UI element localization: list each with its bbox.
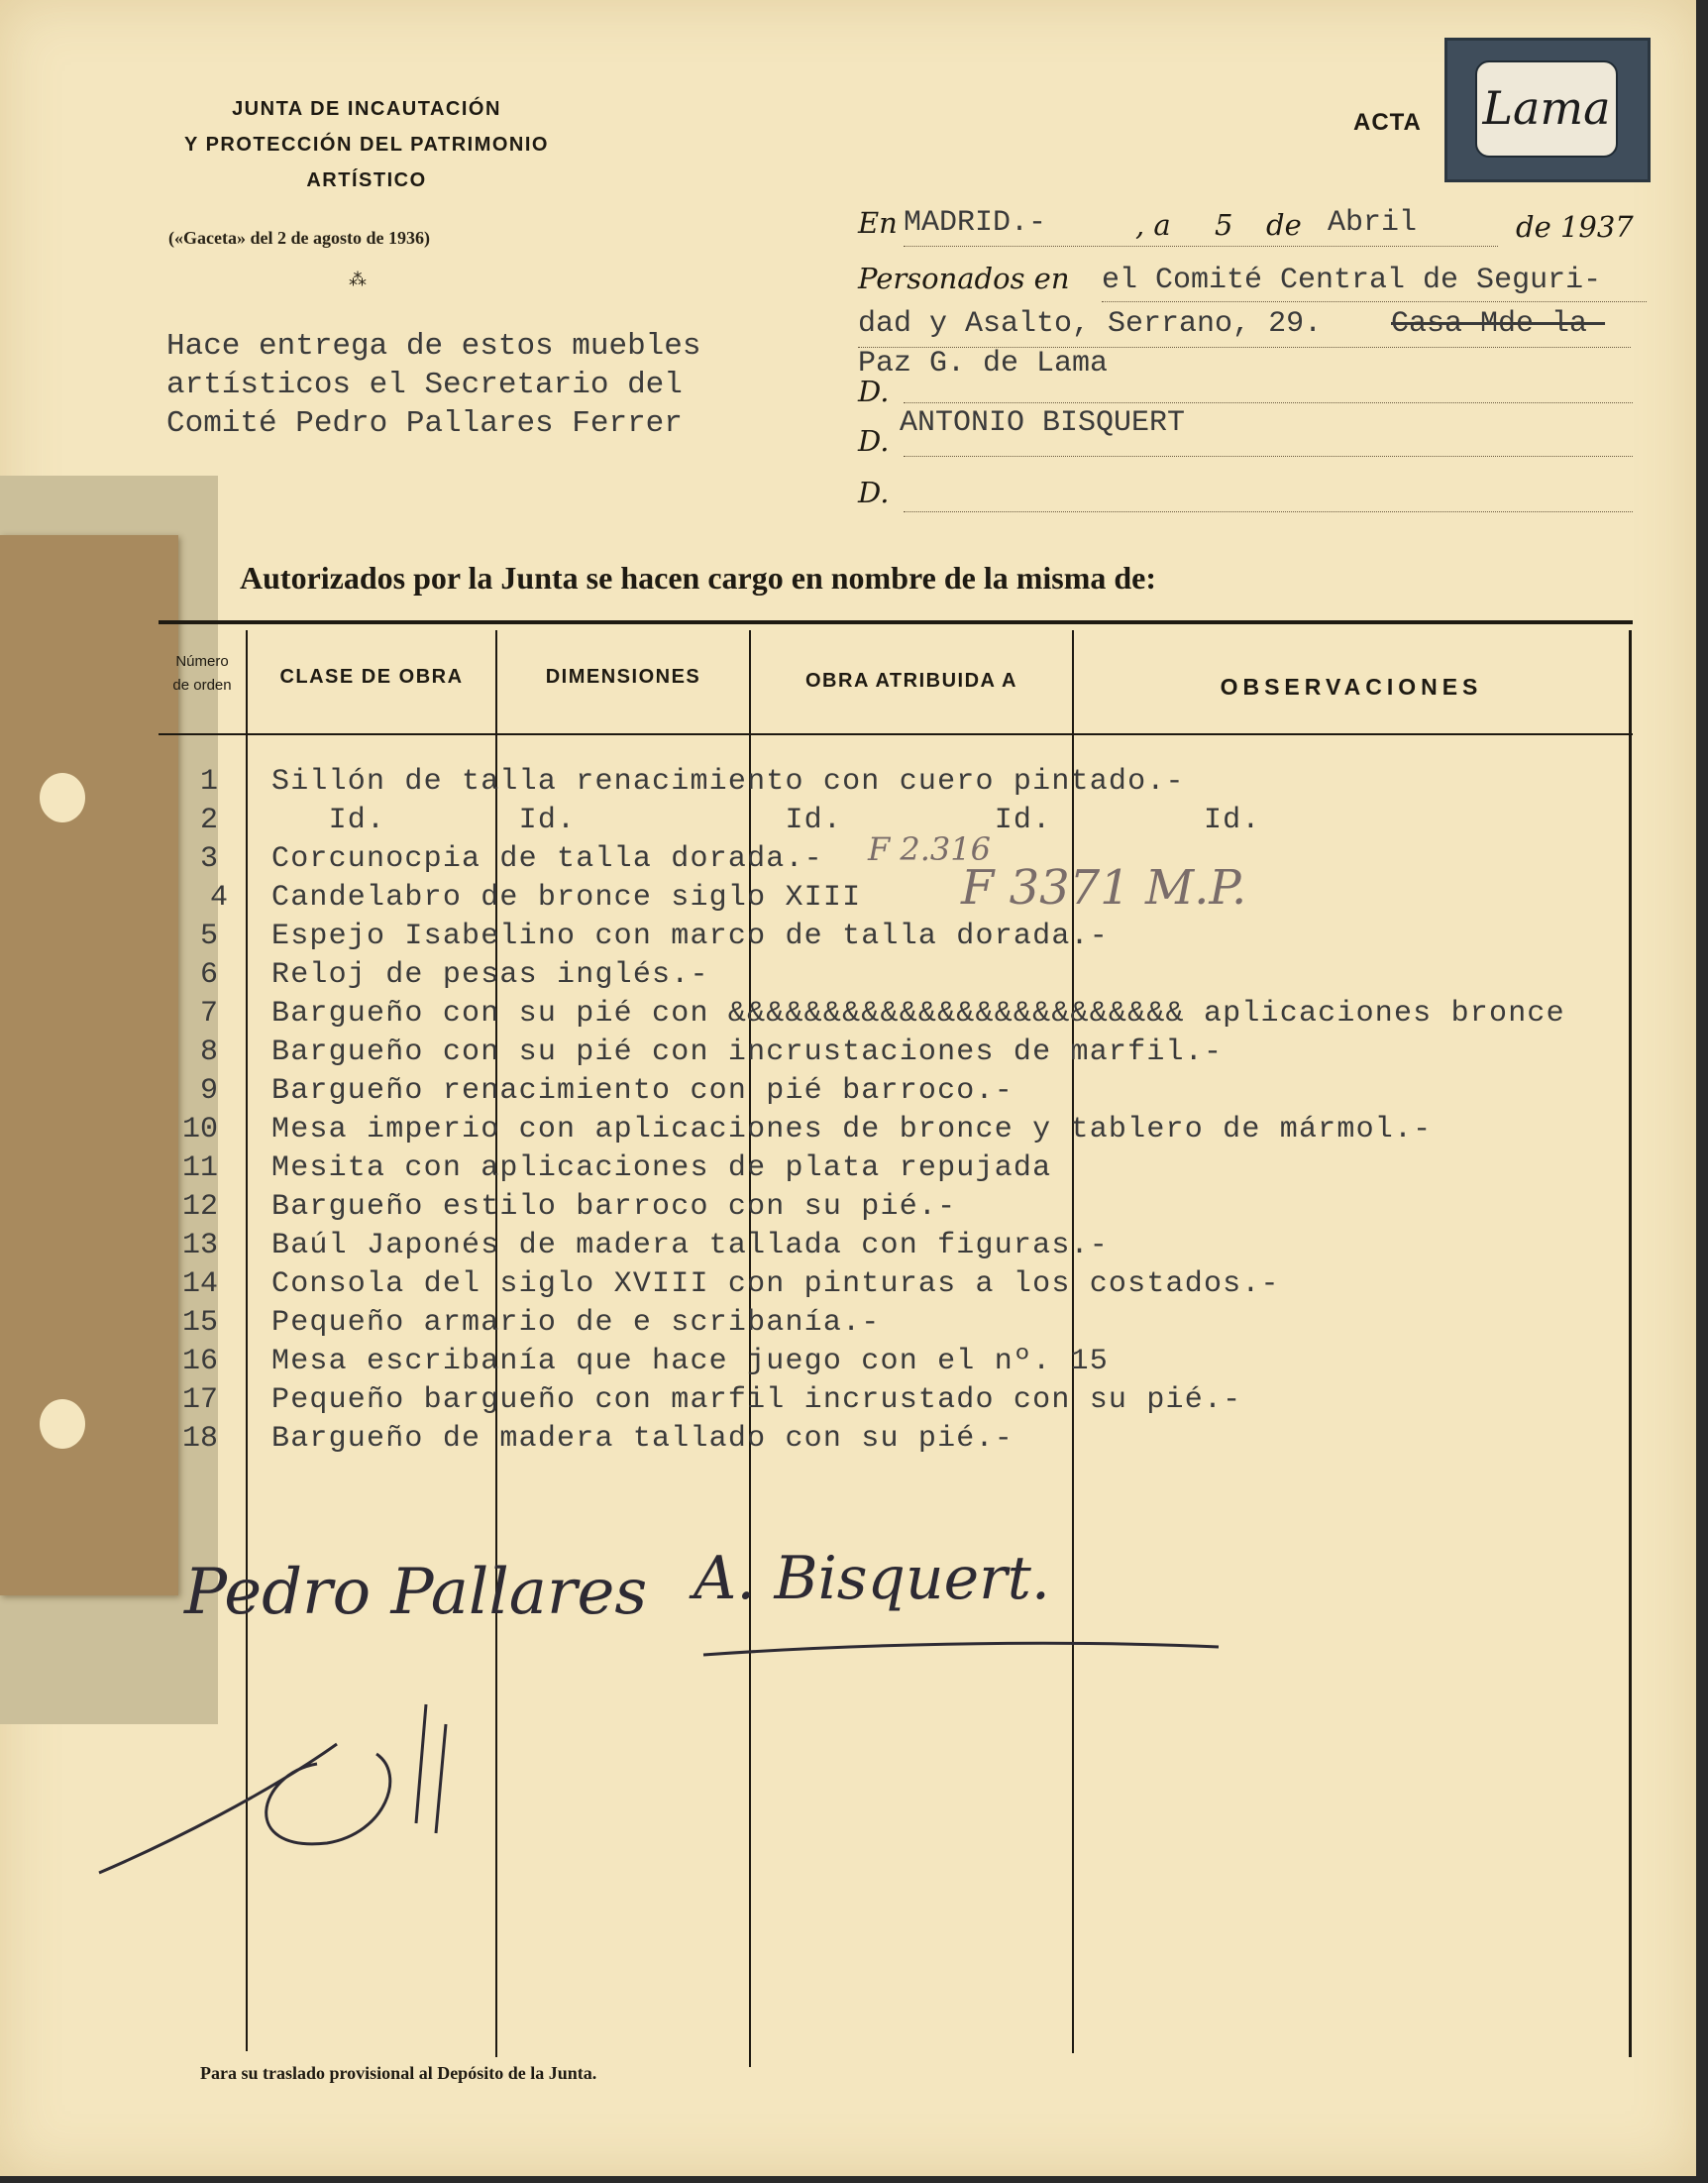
d3-label: D. [858, 476, 890, 509]
signature-flourish-icon [89, 1685, 505, 1903]
location-line-1: el Comité Central de Seguri- [1102, 264, 1602, 297]
en-label: En [858, 206, 898, 240]
row-number: 13 [181, 1229, 218, 1262]
signature-underline-icon [694, 1625, 1228, 1665]
row-description: Bargueño de madera tallado con su pié.- [271, 1422, 1014, 1456]
row-description: Mesa escribanía que hace juego con el nº. 15 [271, 1345, 1109, 1378]
row-description: Bargueño estilo barroco con su pié.- [271, 1190, 957, 1224]
acta-label: ACTA [1353, 109, 1422, 136]
agency-line-2: Y PROTECCIÓN DEL PATRIMONIO [184, 134, 549, 156]
row-number: 2 [199, 804, 218, 837]
row-number: 18 [181, 1422, 218, 1456]
row-number: 1 [199, 765, 218, 799]
location-line-2: dad y Asalto, Serrano, 29. [858, 307, 1323, 341]
column-header-numero [159, 650, 246, 698]
table-header-rule [159, 733, 1633, 735]
delivery-note [166, 327, 701, 443]
row-description: Id. Id. Id. Id. Id. [271, 804, 1261, 837]
signature-pallares: Pedro Pallares [184, 1556, 648, 1629]
d3-dotted-line [904, 511, 1633, 512]
delivery-line-3: Comité Pedro Pallares Ferrer [166, 406, 683, 441]
row-number: 10 [181, 1113, 218, 1146]
de-label: de [1266, 208, 1302, 242]
day-value: 5 [1215, 208, 1233, 242]
d1-dotted-line [904, 402, 1633, 403]
row-description: Sillón de talla renacimiento con cuero pintado.- [271, 765, 1185, 799]
d2-value: ANTONIO BISQUERT [900, 406, 1186, 440]
row-description: Mesita con aplicaciones de plata repujada [271, 1151, 1052, 1185]
location-dotted-line [1102, 301, 1647, 302]
acta-stamp [1444, 38, 1651, 182]
numero-line-2: de orden [172, 677, 232, 694]
month-value: Abril [1328, 206, 1418, 240]
d2-dotted-line [904, 456, 1633, 457]
table-top-rule [159, 620, 1633, 624]
row-number: 5 [199, 920, 218, 953]
handwritten-note-row4: F 3371 M.P. [961, 860, 1247, 916]
row-number: 9 [199, 1074, 218, 1108]
year-value: de 1937 [1516, 210, 1634, 244]
delivery-line-2: artísticos el Secretario del [166, 368, 683, 402]
d2-label: D. [858, 424, 890, 458]
authorization-subtitle: Autorizados por la Junta se hacen cargo en nombre de la misma de: [240, 560, 1157, 596]
column-header-observaciones: OBSERVACIONES [1220, 674, 1483, 700]
column-divider [1072, 630, 1074, 2053]
gazette-reference: («Gaceta» del 2 de agosto de 1936) [168, 228, 430, 248]
punch-hole [40, 773, 85, 822]
numero-line-1: Número [175, 653, 229, 670]
row-number: 16 [181, 1345, 218, 1378]
acta-stamp-text: Lama [1475, 60, 1618, 158]
agency-heading [139, 91, 594, 198]
table-right-border [1629, 630, 1632, 2057]
row-description: Reloj de pesas inglés.- [271, 958, 709, 992]
row-description: Pequeño bargueño con marfil incrustado con su pié.- [271, 1383, 1242, 1417]
row-number: 14 [181, 1267, 218, 1301]
row-description: Bargueño renacimiento con pié barroco.- [271, 1074, 1014, 1108]
punch-hole [40, 1399, 85, 1449]
a-label: , a [1135, 208, 1171, 242]
row-number: 15 [181, 1306, 218, 1340]
row-description: Baúl Japonés de madera tallada con figuras.- [271, 1229, 1109, 1262]
delivery-line-1: Hace entrega de estos muebles [166, 329, 701, 364]
row-number: 4 [209, 881, 228, 915]
row-number: 6 [199, 958, 218, 992]
date-dotted-line [904, 246, 1498, 247]
column-header-clase: CLASE DE OBRA [279, 666, 464, 688]
row-number: 17 [181, 1383, 218, 1417]
row-description: Espejo Isabelino con marco de talla dorada.- [271, 920, 1109, 953]
signature-bisquert: A. Bisquert. [694, 1544, 1050, 1613]
row-description: Mesa imperio con aplicaciones de bronce y tablero de mármol.- [271, 1113, 1433, 1146]
row-description: Pequeño armario de e scribanía.- [271, 1306, 881, 1340]
column-header-atribuida: OBRA ATRIBUIDA A [805, 670, 1017, 692]
row-description: Bargueño con su pié con incrustaciones de marfil.- [271, 1036, 1224, 1069]
row-number: 3 [199, 842, 218, 876]
row-description: Corcunocpia de talla dorada.- [271, 842, 823, 876]
handwritten-note-row3: F 2.316 [868, 830, 991, 868]
row-number: 7 [199, 997, 218, 1031]
d1-label: D. [858, 375, 890, 408]
row-description: Candelabro de bronce siglo XIII [271, 881, 862, 915]
row-description: Consola del siglo XVIII con pinturas a los costados.- [271, 1267, 1280, 1301]
footer-note: Para su traslado provisional al Depósito de la Junta. [200, 2063, 597, 2083]
location-struck-text: Casa-Mde-la- [1391, 307, 1606, 341]
agency-line-3: ARTÍSTICO [306, 169, 427, 191]
ornament-icon: ⁂ [349, 270, 367, 290]
column-header-dimensiones: DIMENSIONES [545, 666, 701, 688]
place-value: MADRID.- [904, 206, 1047, 240]
row-number: 12 [181, 1190, 218, 1224]
d1-value: Paz G. de Lama [858, 347, 1109, 381]
row-number: 11 [181, 1151, 218, 1185]
agency-line-1: JUNTA DE INCAUTACIÓN [232, 98, 501, 120]
row-number: 8 [199, 1036, 218, 1069]
personados-label: Personados en [858, 262, 1070, 295]
row-description: Bargueño con su pié con &&&&&&&&&&&&&&&&&&&&&&&& aplicaciones bronce [271, 997, 1565, 1031]
